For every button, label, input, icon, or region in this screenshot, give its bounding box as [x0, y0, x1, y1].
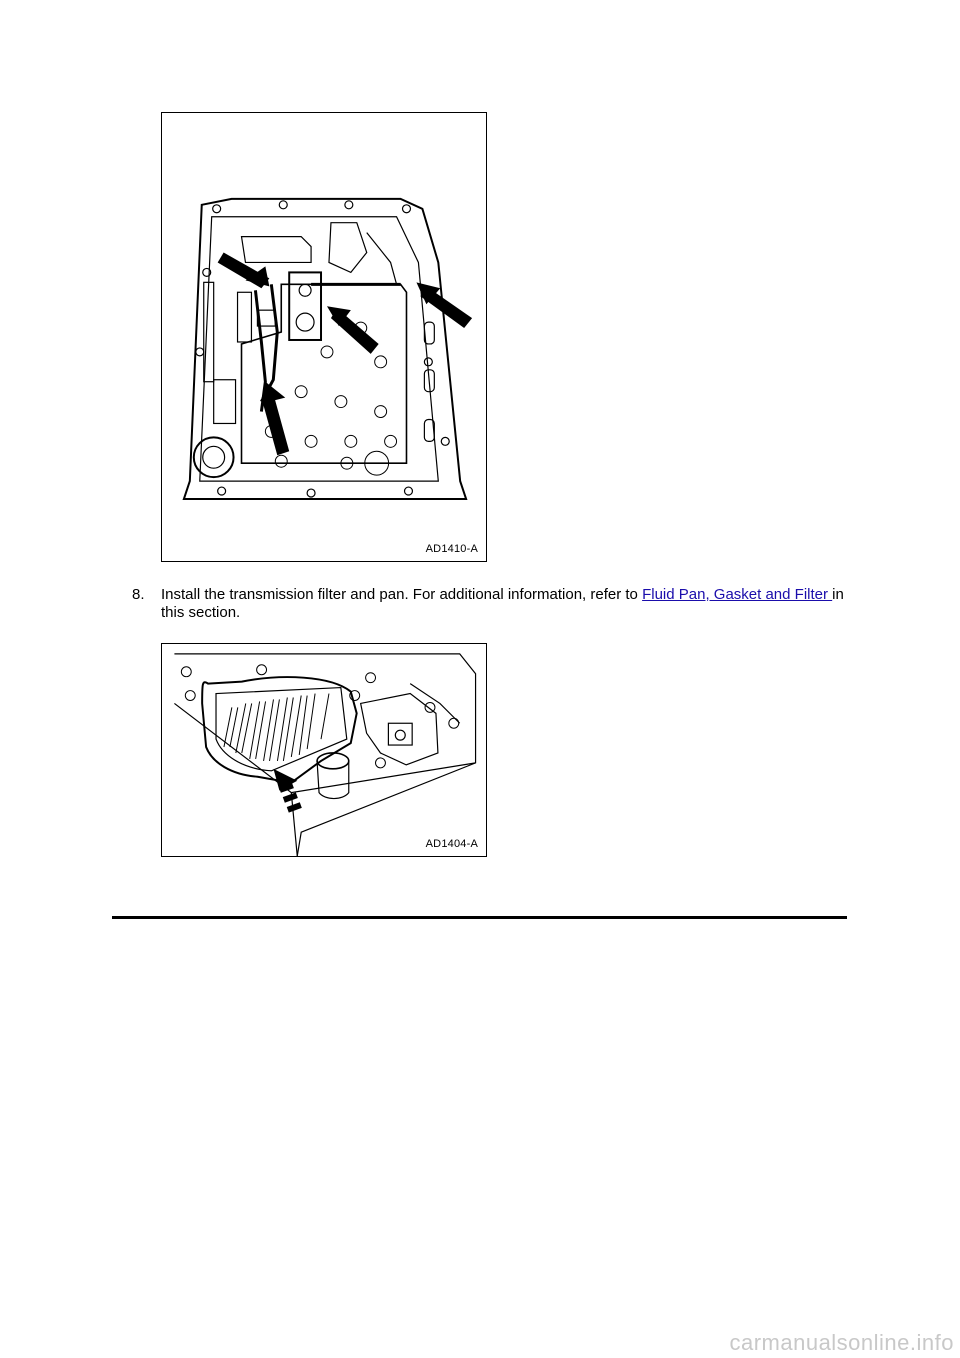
figure-code: AD1404-A — [425, 838, 478, 850]
figure-code: AD1410-A — [425, 543, 478, 555]
step-text-before: Install the transmission filter and pan. For additional information, refer to — [161, 586, 643, 603]
valve-body-illustration — [162, 113, 486, 561]
arrow-marker — [273, 769, 301, 813]
step-number: 8. — [132, 586, 145, 603]
filter-illustration — [162, 644, 486, 856]
step-text-after: in this section. — [161, 586, 844, 621]
filter-figure — [161, 643, 487, 857]
step-text — [161, 586, 851, 622]
fluid-pan-link[interactable]: Fluid Pan, Gasket and Filter — [642, 586, 833, 603]
valve-body-figure — [161, 112, 487, 562]
watermark-text: carmanualsonline.info — [729, 1330, 954, 1355]
section-divider — [112, 916, 847, 919]
